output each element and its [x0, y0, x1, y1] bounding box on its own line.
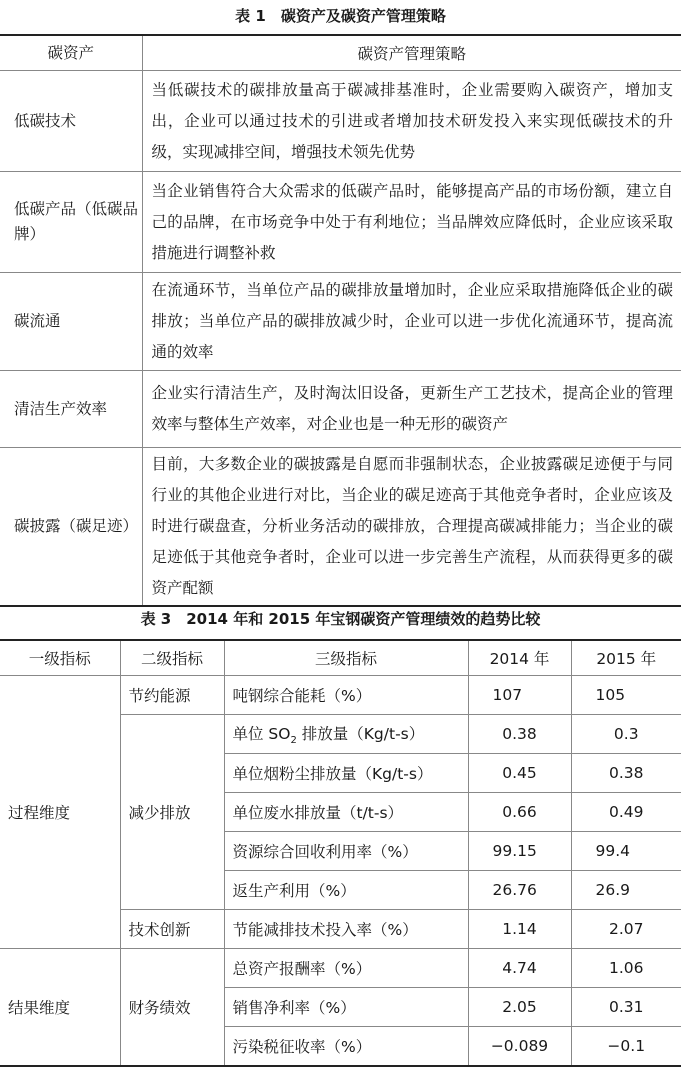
asset-cell: 清洁生产效率: [0, 371, 142, 448]
asset-cell: 碳流通: [0, 273, 142, 371]
subscript: 2: [290, 735, 297, 747]
value-2015-cell: −0.1: [571, 1027, 681, 1067]
value-2014-cell: 26.76: [468, 871, 571, 910]
table3-caption: 表 3 2014 年和 2015 年宝钢碳资产管理绩效的趋势比较: [140, 610, 541, 628]
indicator-cell: 资源综合回收利用率（%）: [224, 832, 468, 871]
value-2014-cell: 99.15: [468, 832, 571, 871]
baosteel-performance-table: [0, 639, 681, 1067]
indicator-text: 单位 SO: [232, 724, 291, 743]
strategy-cell: 当低碳技术的碳排放量高于碳减排基准时，企业需要购入碳资产，增加支出，企业可以通过技术的引进或者增加技术研发投入来实现低碳技术的升级，实现减排空间，增强技术领先优势: [142, 71, 681, 172]
table-header-row: [0, 35, 681, 71]
value-2014-cell: 107: [468, 676, 571, 715]
header-strategy: 碳资产管理策略: [142, 35, 681, 71]
value-2014-cell: 0.38: [468, 715, 571, 754]
level2-emission-cell: 减少排放: [120, 715, 224, 910]
strategy-cell: 当企业销售符合大众需求的低碳产品时，能够提高产品的市场份额，建立自己的品牌，在市场竞争中处于有利地位；当品牌效应降低时，企业应该采取措施进行调整补救: [142, 172, 681, 273]
value-2015-cell: 26.9: [571, 871, 681, 910]
value-2015-cell: 2.07: [571, 910, 681, 949]
level2-finance-cell: 财务绩效: [120, 949, 224, 1067]
table-row: [0, 448, 681, 607]
header-level1: 一级指标: [0, 640, 120, 676]
value-2014-cell: 0.66: [468, 793, 571, 832]
table-row: [0, 676, 681, 715]
value-2014-cell: 4.74: [468, 949, 571, 988]
indicator-cell: 单位烟粉尘排放量（Kg/t-s）: [224, 754, 468, 793]
table-header-row: [0, 640, 681, 676]
level2-tech-cell: 技术创新: [120, 910, 224, 949]
indicator-cell: 节能减排技术投入率（%）: [224, 910, 468, 949]
table-row: [0, 371, 681, 448]
value-2014-cell: 1.14: [468, 910, 571, 949]
strategy-cell: 企业实行清洁生产，及时淘汰旧设备，更新生产工艺技术，提高企业的管理效率与整体生产效率，对企业也是一种无形的碳资产: [142, 371, 681, 448]
value-2014-cell: −0.089: [468, 1027, 571, 1067]
strategy-cell: 目前，大多数企业的碳披露是自愿而非强制状态，企业披露碳足迹便于与同行业的其他企业进行对比，当企业的碳足迹高于其他竞争者时，企业应该及时进行碳盘查，分析业务活动的碳排放，合理提高碳减排能力；当企业的碳足迹低于其他竞争者时，企业可以进一步完善生产流程，从而获得更多的碳资产配额: [142, 448, 681, 607]
value-2014-cell: 0.45: [468, 754, 571, 793]
carbon-asset-strategy-table: [0, 34, 681, 607]
asset-cell: 低碳产品（低碳品牌）: [0, 172, 142, 273]
level1-process-cell: 过程维度: [0, 676, 120, 949]
level2-energy-cell: 节约能源: [120, 676, 224, 715]
header-carbon-asset: 碳资产: [0, 35, 142, 71]
value-2015-cell: 0.3: [571, 715, 681, 754]
table1-caption: 表 1 碳资产及碳资产管理策略: [235, 7, 446, 25]
indicator-cell: 单位废水排放量（t/t-s）: [224, 793, 468, 832]
indicator-cell: 污染税征收率（%）: [224, 1027, 468, 1067]
table-row: [0, 949, 681, 988]
table-row: [0, 71, 681, 172]
level1-result-cell: 结果维度: [0, 949, 120, 1067]
header-level2: 二级指标: [120, 640, 224, 676]
value-2014-cell: 2.05: [468, 988, 571, 1027]
table-row: [0, 273, 681, 371]
indicator-cell: 返生产利用（%）: [224, 871, 468, 910]
value-2015-cell: 0.31: [571, 988, 681, 1027]
value-2015-cell: 0.49: [571, 793, 681, 832]
indicator-text: 排放量（Kg/t-s）: [296, 724, 425, 743]
header-2014: 2014 年: [468, 640, 571, 676]
strategy-cell: 在流通环节，当单位产品的碳排放量增加时，企业应采取措施降低企业的碳排放；当单位产品的碳排放减少时，企业可以进一步优化流通环节，提高流通的效率: [142, 273, 681, 371]
value-2015-cell: 0.38: [571, 754, 681, 793]
value-2015-cell: 105: [571, 676, 681, 715]
value-2015-cell: 99.4: [571, 832, 681, 871]
asset-cell: 碳披露（碳足迹）: [0, 448, 142, 607]
header-level3: 三级指标: [224, 640, 468, 676]
table-row: [0, 172, 681, 273]
indicator-cell: 销售净利率（%）: [224, 988, 468, 1027]
indicator-cell: 吨钢综合能耗（%）: [224, 676, 468, 715]
value-2015-cell: 1.06: [571, 949, 681, 988]
asset-cell: 低碳技术: [0, 71, 142, 172]
header-2015: 2015 年: [571, 640, 681, 676]
indicator-cell: 总资产报酬率（%）: [224, 949, 468, 988]
indicator-cell: [224, 715, 468, 754]
